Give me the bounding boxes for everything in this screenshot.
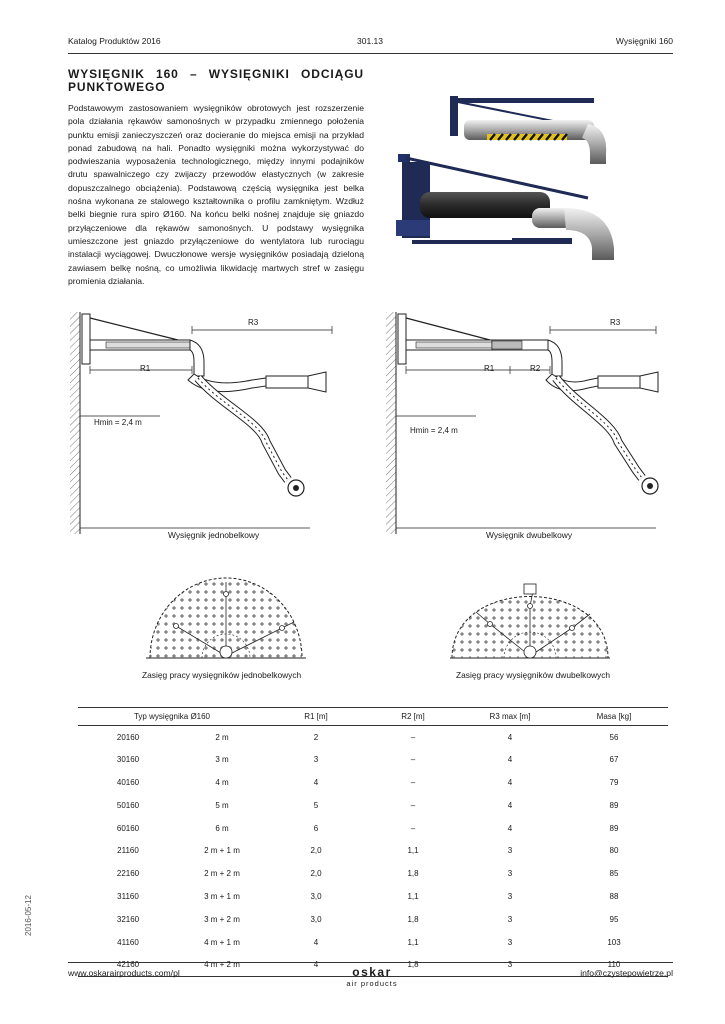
cell-length: 4 m	[215, 777, 229, 787]
cell-length: 5 m	[215, 800, 229, 810]
cell-length: 3 m + 1 m	[204, 891, 240, 901]
cell-r3: 3	[507, 937, 513, 947]
double-r1-label: R1	[484, 364, 495, 373]
cell-mass: 95	[609, 914, 619, 924]
cell-mass: 110	[560, 953, 668, 976]
table-row	[78, 908, 668, 931]
cell-r1: 3	[313, 755, 319, 765]
product-description: Podstawowym zastosowaniem wysięgników obrotowych jest rozszerzenie pola działania rękawów samonośnych w przypadku zmiennego położenia punktu emisji zanieczyszczeń oraz docieranie do miejsca emisji na przykład ponad zabudową na hali. Ponadto wysięgniki można wykorzystywać do podwieszania wyposażenia technologicznego, między innymi podajników drutu spawalniczego czy zwijaczy przewodów elastycznych (w zakresie dopuszczalnego obciążenia). Podstawową częścią wysięgnika jest belka nośna wykonana ze stalowego kształtownika o profilu zamkniętym. Wzdłuż belki biegnie rura spiro Ø160. Na końcu belki nośnej znajduje się gniazdo przyłączeniowe dla rękawów samonośnych. U podstawy wysięgnika umieszczone jest gniazdo przyłączeniowe do wentylatora lub rurociągu instalacji wyciągowej. Dwuczłonowe wersje wysięgników posiadają dzieloną zawiasem belkę nośną, co umożliwia likwidację martwych stref w zasięgu promienia działania.	[68, 103, 364, 286]
cell-r3: 3	[507, 846, 513, 856]
cell-length: 3 m	[215, 755, 229, 765]
cell-r3: 4	[507, 777, 513, 787]
cell-r3: 4	[507, 823, 513, 833]
range-single-caption: Zasięg pracy wysięgników jednobelkowych	[142, 670, 302, 680]
table-row	[78, 931, 668, 954]
single-arm-caption: Wysięgnik jednobelkowy	[168, 530, 260, 540]
cell-r3: 3	[507, 914, 513, 924]
product-photo	[392, 94, 620, 264]
cell-mass: 56	[609, 732, 619, 742]
cell-type: 22160	[116, 869, 140, 879]
double-hmin-label: Hmin = 2,4 m	[410, 426, 458, 435]
section-name: Wysięgniki 160	[615, 36, 673, 46]
cell-type: 41160	[117, 937, 139, 947]
cell-type: 40160	[116, 777, 140, 787]
table-row	[78, 794, 668, 817]
website-link[interactable]: www.oskarairproducts.com/pl	[68, 968, 180, 978]
cell-mass: 80	[609, 846, 619, 856]
cell-mass: 79	[609, 777, 619, 787]
cell-r3: 4	[507, 732, 513, 742]
table-header-row	[78, 708, 668, 726]
col-header-type: Typ wysięgnika Ø160	[78, 708, 266, 726]
range-double-diagram	[450, 566, 610, 664]
cell-r2: –	[410, 755, 416, 765]
cell-r1: 6	[313, 823, 319, 833]
cell-r1: 4	[313, 777, 319, 787]
cell-r3: 3	[460, 953, 560, 976]
cell-length: 2 m	[215, 732, 229, 742]
cell-mass: 67	[609, 755, 619, 765]
page-title: WYSIĘGNIK 160 – WYSIĘGNIKI ODCIĄGU PUNKTOWEGO	[68, 67, 364, 94]
catalog-name: Katalog Produktów 2016	[68, 36, 161, 46]
cell-type: 21160	[117, 846, 139, 856]
cell-length: 4 m + 1 m	[204, 937, 240, 947]
cell-type: 42160	[78, 953, 178, 976]
cell-r2: 1,1	[407, 891, 419, 901]
cell-type: 60160	[116, 823, 140, 833]
double-r2-label: R2	[530, 364, 541, 373]
table-row	[78, 885, 668, 908]
cell-mass: 89	[609, 823, 619, 833]
table-row	[78, 771, 668, 794]
cell-length: 4 m + 2 m	[178, 953, 266, 976]
table-row	[78, 748, 668, 771]
cell-mass: 85	[609, 869, 619, 879]
cell-r3: 3	[507, 869, 513, 879]
cell-r1: 3,0	[310, 891, 322, 901]
header-divider	[68, 53, 673, 54]
col-header-r1: R1 [m]	[266, 708, 366, 726]
footer-divider	[68, 962, 673, 963]
cell-r2: –	[410, 800, 416, 810]
cell-mass: 89	[609, 800, 619, 810]
logo-main: oskar	[352, 965, 392, 979]
table-row	[78, 862, 668, 885]
cell-type: 31160	[117, 891, 139, 901]
cell-r3: 3	[507, 891, 513, 901]
table-row	[78, 726, 668, 749]
cell-r2: 1,8	[366, 953, 460, 976]
cell-mass: 88	[609, 891, 619, 901]
range-single-diagram	[146, 572, 306, 664]
cell-r2: –	[410, 732, 416, 742]
cell-r1: 2	[313, 732, 319, 742]
col-header-r2: R2 [m]	[366, 708, 460, 726]
cell-r1: 4	[266, 953, 366, 976]
col-header-r3: R3 max [m]	[460, 708, 560, 726]
single-r1-label: R1	[140, 364, 151, 373]
cell-mass: 103	[607, 937, 621, 947]
cell-r1: 2,0	[310, 869, 322, 879]
table-row	[78, 817, 668, 840]
range-double-caption: Zasięg pracy wysięgników dwubelkowych	[456, 670, 611, 680]
cell-r3: 4	[507, 800, 513, 810]
logo-sub: air products	[346, 979, 398, 988]
cell-r1: 3,0	[310, 914, 322, 924]
cell-length: 3 m + 2 m	[204, 914, 240, 924]
cell-length: 6 m	[215, 823, 229, 833]
cell-type: 50160	[116, 800, 140, 810]
cell-r2: 1,1	[407, 846, 419, 856]
cell-type: 20160	[116, 732, 140, 742]
cell-r2: 1,8	[407, 869, 419, 879]
page-number: 301.13	[357, 36, 383, 46]
cell-type: 32160	[116, 914, 140, 924]
col-header-mass: Masa [kg]	[560, 708, 668, 726]
cell-r2: –	[410, 777, 416, 787]
company-logo	[340, 966, 404, 992]
cell-r1: 5	[313, 800, 319, 810]
revision-date: 2016-05-12	[24, 895, 33, 936]
warning-stripe	[487, 134, 567, 140]
double-r3-label: R3	[610, 318, 621, 327]
email-link[interactable]: info@czystepowietrze.pl	[580, 968, 673, 978]
cell-r1: 2,0	[310, 846, 322, 856]
single-hmin-label: Hmin = 2,4 m	[94, 418, 142, 427]
double-arm-diagram	[386, 312, 666, 534]
page-header	[68, 36, 673, 50]
cell-r1: 4	[313, 937, 319, 947]
cell-r3: 4	[507, 755, 513, 765]
cell-type: 30160	[116, 755, 140, 765]
double-arm-caption: Wysięgnik dwubelkowy	[486, 530, 573, 540]
table-row	[78, 839, 668, 862]
cell-r2: –	[410, 823, 416, 833]
single-r3-label: R3	[248, 318, 259, 327]
cell-length: 2 m + 1 m	[204, 846, 240, 856]
cell-r2: 1,1	[407, 937, 419, 947]
spec-table	[78, 707, 668, 977]
cell-length: 2 m + 2 m	[204, 869, 240, 879]
cell-r2: 1,8	[407, 914, 419, 924]
